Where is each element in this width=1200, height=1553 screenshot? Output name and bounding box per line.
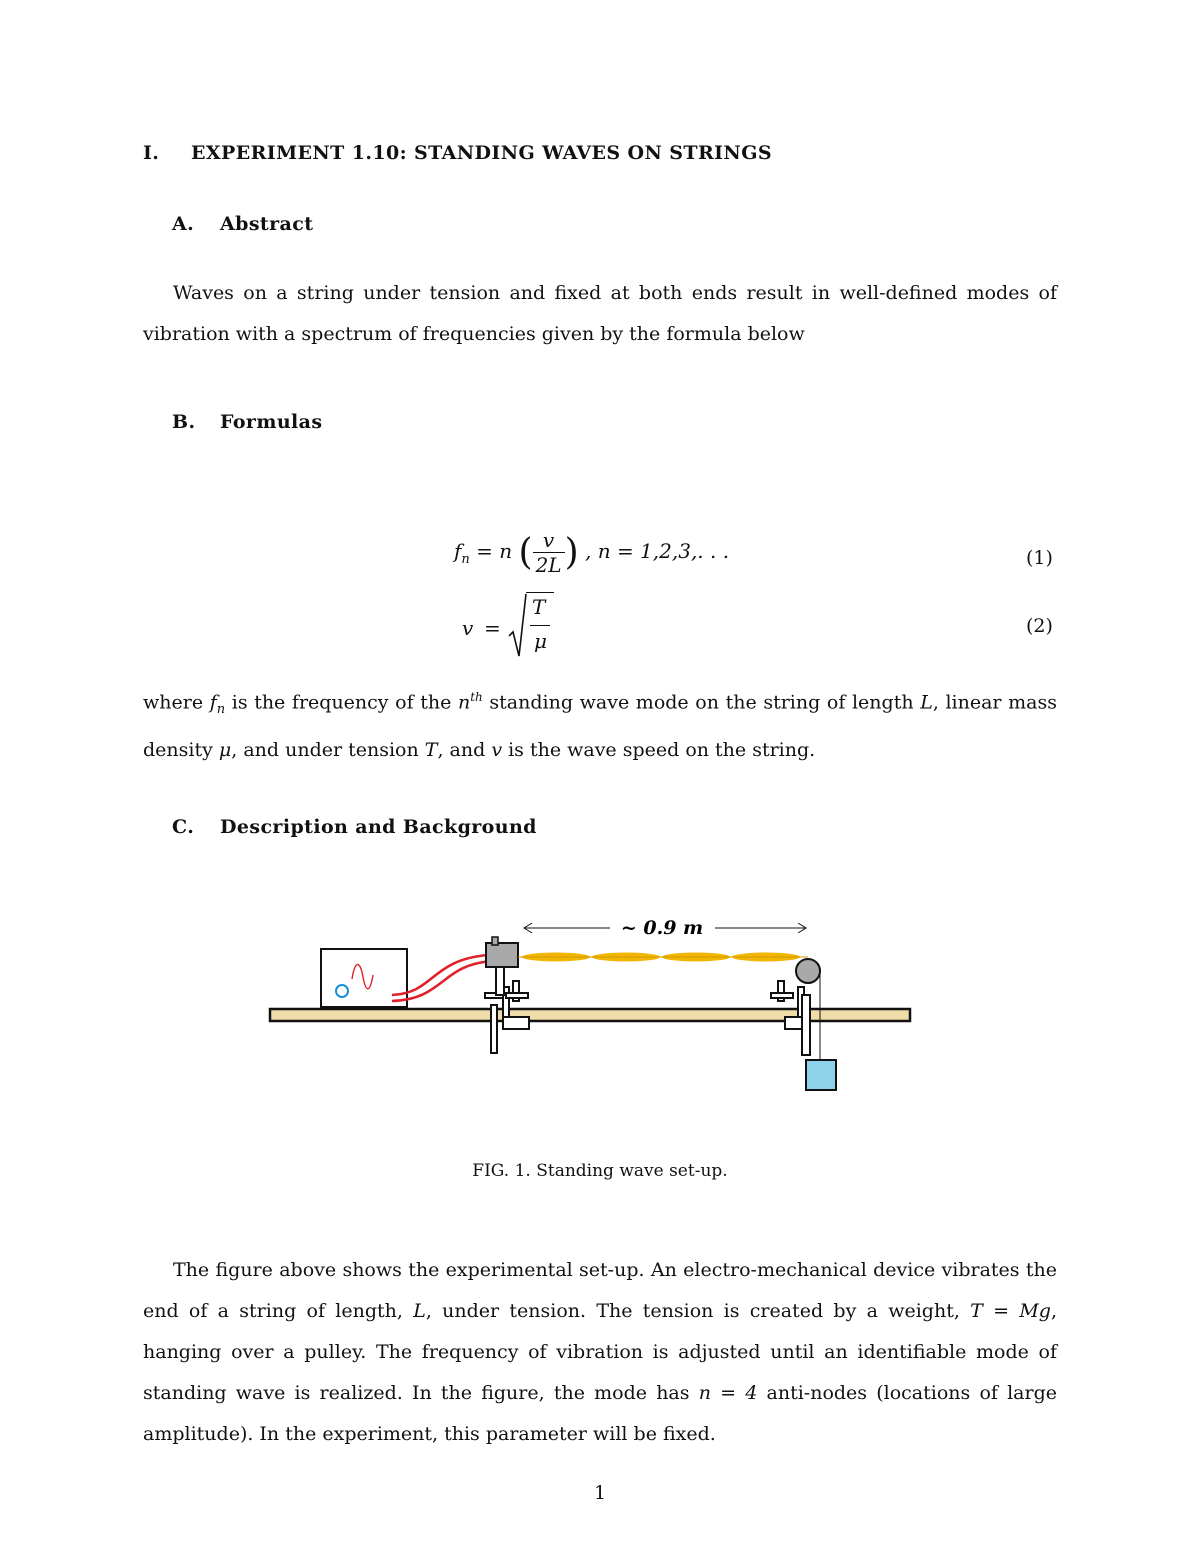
eq1-equals: = — [476, 539, 493, 563]
eq1-frac-den: 2L — [533, 552, 565, 577]
eq1-range: , n = 1,2,3,. . . — [584, 539, 730, 563]
eq1-lhs: f — [454, 539, 462, 563]
text-run: , and — [437, 739, 492, 762]
eq2-label: (2) — [1026, 615, 1053, 637]
subsection-title: Formulas — [220, 411, 323, 433]
function-generator — [321, 949, 407, 1007]
section-number: I. — [143, 142, 160, 164]
where-paragraph — [143, 677, 1057, 771]
text-run: , and under tension — [231, 739, 425, 762]
description-paragraph — [143, 1250, 1057, 1455]
eq1-open-paren: ( — [518, 532, 533, 573]
eq1-n: n — [499, 539, 513, 563]
math-L: L — [920, 691, 933, 714]
bench — [270, 1009, 910, 1021]
subsection-number: A. — [172, 213, 195, 235]
abstract-paragraph: Waves on a string under tension and fixed at both ends result in well-defined modes of vibration with a spectrum of frequencies given by the formula below — [143, 282, 1057, 345]
text-run: standing wave mode on the string of length — [482, 691, 921, 714]
vibrator-post — [492, 937, 498, 945]
text-run: , under tension. The tension is created by a weight, — [425, 1300, 971, 1322]
math-sub-n: n — [216, 702, 226, 718]
math-sup-th: th — [470, 690, 483, 704]
vibrator-stand — [496, 967, 504, 995]
math-mu: μ — [218, 739, 232, 762]
section-heading — [143, 142, 772, 164]
eq2-frac-den: μ — [534, 629, 547, 653]
subsection-abstract-heading — [172, 213, 313, 235]
sqrt-symbol — [508, 592, 528, 660]
subsection-description-heading — [172, 816, 537, 838]
math-n: n — [457, 691, 471, 714]
text-run: is the frequency of the — [225, 691, 458, 714]
text-run: , hanging over a pulley. The frequency of vibration is adjusted until an identifiable mode of standing wave is realized. In the figure, the mode has — [143, 1300, 1057, 1404]
section-title: EXPERIMENT 1.10: STANDING WAVES ON STRINGS — [191, 142, 772, 164]
math-n-4: n = 4 — [698, 1382, 758, 1404]
eq1-label: (1) — [1026, 547, 1053, 569]
math-T-Mg: T = Mg — [970, 1300, 1051, 1322]
eq1-close-paren: ) — [564, 532, 579, 573]
equation-1 — [454, 528, 729, 577]
subsection-number: B. — [172, 411, 196, 433]
eq2-lhs: v — [462, 616, 474, 640]
math-T: T — [424, 739, 438, 762]
eq1-frac-num: v — [542, 528, 555, 552]
math-f: f — [209, 691, 217, 714]
eq2-frac-num: T — [532, 595, 546, 619]
subsection-title: Description and Background — [220, 816, 537, 838]
pulley — [796, 959, 820, 983]
length-label: ~ 0.9 m — [620, 917, 704, 939]
figure-setup — [260, 905, 920, 1105]
text-run: where — [143, 691, 210, 714]
text-run: The figure above shows the experimental set-up. An electro-mechanical device vibrates the end of a string of length, — [143, 1259, 1057, 1322]
math-L: L — [413, 1300, 426, 1322]
eq2-frac-line — [530, 625, 550, 626]
subsection-title: Abstract — [220, 213, 314, 235]
text-run: , linear mass density — [143, 691, 1057, 762]
text-run: anti-nodes (locations of large amplitude). In the experiment, this parameter will be fixed. — [143, 1382, 1057, 1445]
eq1-fraction — [533, 528, 565, 577]
page-number: 1 — [593, 1482, 607, 1504]
figure-caption: FIG. 1. Standing wave set-up. — [472, 1161, 728, 1181]
sqrt-bar — [526, 592, 554, 593]
vibrator — [486, 943, 518, 967]
eq2-equals: = — [484, 616, 501, 640]
text-run: is the wave speed on the string. — [502, 739, 816, 762]
subsection-formulas-heading — [172, 411, 322, 433]
subsection-number: C. — [172, 816, 195, 838]
hanging-weight — [806, 1060, 836, 1090]
math-v: v — [491, 739, 503, 762]
eq1-lhs-sub: n — [461, 552, 470, 567]
vibrator-clamp — [485, 981, 529, 1053]
